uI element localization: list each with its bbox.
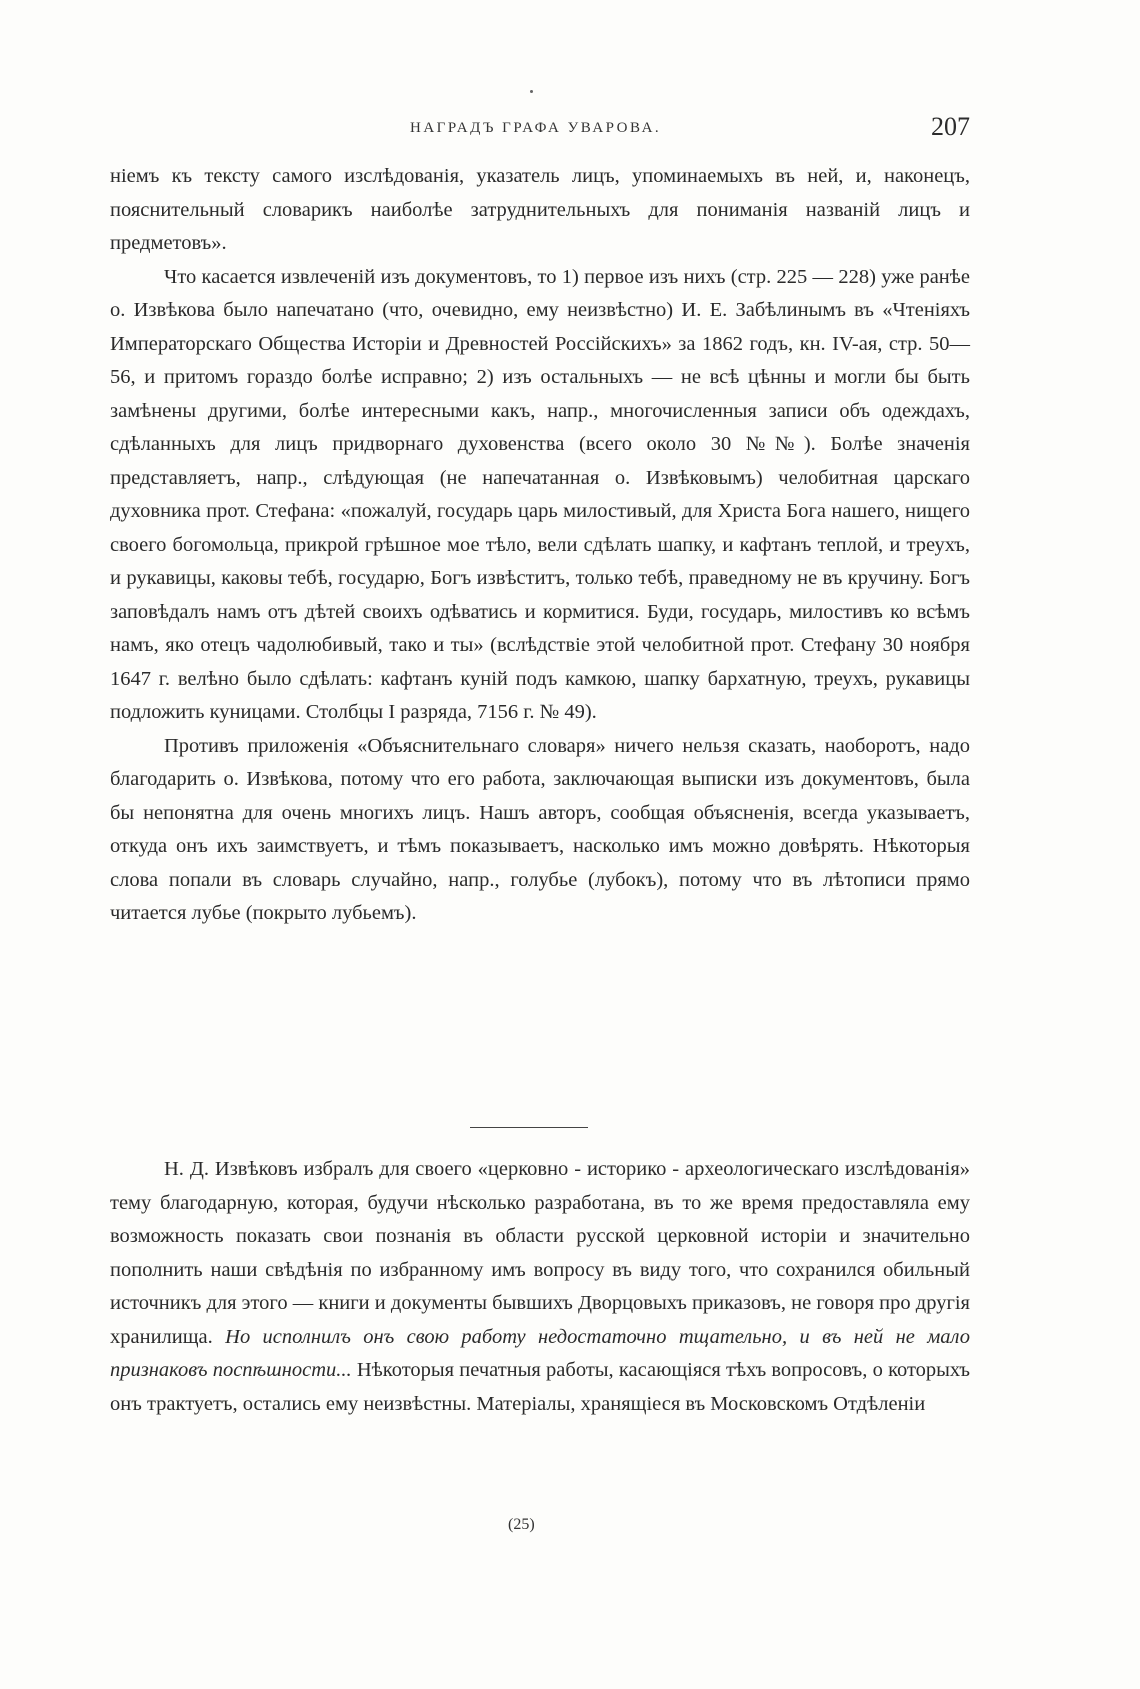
print-speck: [530, 90, 533, 93]
paragraph-dictionary: Противъ приложенія «Объяснительнаго словаря» ничего нельзя сказать, наоборотъ, надо благодарить о. Извѣкова, потому что его работа, заключающая выписки изъ документовъ, была бы непонятна для очень многихъ лицъ. Нашъ авторъ, сообщая объясненія, всегда указываетъ, откуда онъ ихъ заимствуетъ, и тѣмъ показываетъ, насколько имъ можно довѣрять. Нѣкоторыя слова попали въ словарь случайно, напр., голубье (лубокъ), потому что въ лѣтописи прямо читается лубье (покрыто лубьемъ).: [110, 734, 970, 924]
main-text: [110, 160, 970, 931]
review-lead: Н. Д. Извѣковъ избралъ для своего «церковно - историко - археологическаго изслѣдованія» тему благодарную, которая, будучи нѣсколько разработана, въ то же время предоставляла ему возможность показать свои познанія въ области русской церковной исторіи и значительно пополнить наши свѣдѣнія по избранному имъ вопросу въ виду того, что сохранился обильный источникъ для этого — книги и документы бывшихъ Дворцовыхъ приказовъ, не говоря про другія хранилища.: [110, 1158, 970, 1348]
review-paragraph: [110, 1153, 970, 1421]
review-section: [110, 1153, 970, 1421]
signature-mark: (25): [508, 1516, 535, 1533]
review-tail: Нѣкоторыя печатныя работы, касающіяся тѣхъ вопросовъ, о которыхъ онъ трактуетъ, остались ему неизвѣстны. Матеріалы, хранящіеся въ Московскомъ Отдѣленіи: [110, 1359, 970, 1415]
section-divider: [470, 1127, 588, 1128]
running-header: [110, 112, 970, 152]
review-italic: Но исполнилъ онъ свою работу недостаточно тщательно, и въ ней не мало признаковъ поспѣшности...: [110, 1325, 970, 1381]
paragraph-continued: ніемъ къ тексту самого изслѣдованія, указатель лицъ, упоминаемыхъ въ ней, и, наконецъ, пояснительный словарикъ наиболѣе затруднительныхъ для пониманія названій лицъ и предметовъ».: [110, 165, 970, 254]
running-title: НАГРАДЪ ГРАФА УВАРОВА.: [410, 120, 662, 136]
paragraph-extracts: Что касается извлеченій изъ документовъ, то 1) первое изъ нихъ (стр. 225 — 228) уже ранѣе о. Извѣкова было напечатано (что, очевидно, ему неизвѣстно) И. Е. Забѣлинымъ въ «Чтеніяхъ Императорскаго Общества Исторіи и Древностей Россійскихъ» за 1862 годъ, кн. IV-ая, стр. 50—56, и притомъ гораздо болѣе исправно; 2) изъ остальныхъ — не всѣ цѣнны и могли бы быть замѣнены другими, болѣе интересными какъ, напр., многочисленныя записи объ одеждахъ, сдѣланныхъ для лицъ придворнаго духовенства (всего около 30 №№). Болѣе значенія представляетъ, напр., слѣдующая (не напечатанная о. Извѣковымъ) челобитная царскаго духовника прот. Стефана: «пожалуй, государь царь милостивый, для Христа Бога нашего, нищего своего богомольца, прикрой грѣшное мое тѣло, вели сдѣлать шапку, и кафтанъ теплой, и треухъ, и рукавицы, каковы тебѣ, государю, Богъ извѣститъ, только тебѣ, праведному не въ кручину. Богъ заповѣдалъ намъ отъ дѣтей своихъ одѣватись и кормитися. Буди, государь, милостивъ ко всѣмъ намъ, яко отецъ чадолюбивый, тако и ты» (вслѣдствіе этой челобитной прот. Стефану 30 ноября 1647 г. велѣно было сдѣлать: кафтанъ куній подъ камкою, шапку бархатную, треухъ, рукавицы подложить куницами. Столбцы I разряда, 7156 г. № 49).: [110, 265, 970, 723]
page-number: 207: [931, 112, 970, 141]
